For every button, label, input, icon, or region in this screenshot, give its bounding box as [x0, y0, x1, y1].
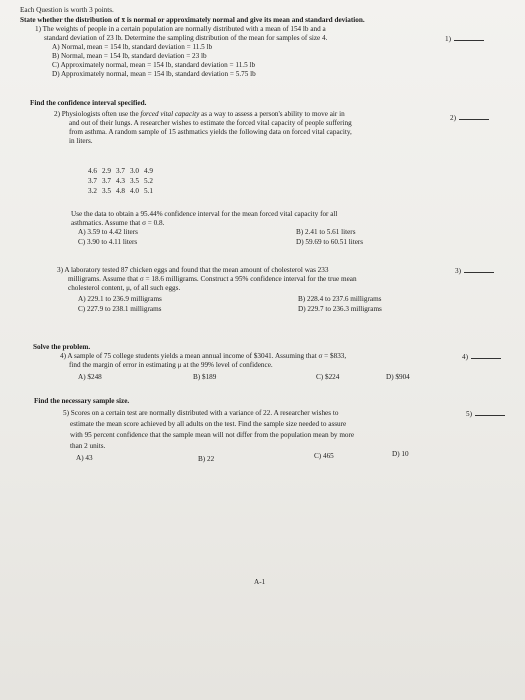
- answer-blank[interactable]: [459, 113, 489, 120]
- question-3-text-line-1: 3) A laboratory tested 87 chicken eggs and found that the mean amount of cholesterol was 233: [57, 266, 329, 274]
- choice-d: D) 59.69 to 60.51 liters: [296, 238, 364, 246]
- data-row-2: 3.7 3.7 4.3 3.5 5.2: [88, 177, 153, 185]
- question-4-answer-number: 4): [462, 352, 501, 362]
- question-1-text-line-2: standard deviation of 23 lb. Determine the sampling distribution of the mean for samples of size 4.: [44, 34, 328, 42]
- header-note: Each Question is worth 3 points.: [20, 6, 114, 14]
- question-2-instruction-line-2: asthmatics. Assume that σ = 0.8.: [71, 219, 165, 227]
- question-1-answer-number: 1): [445, 34, 484, 44]
- data-row-3: 3.2 3.5 4.8 4.0 5.1: [88, 187, 153, 195]
- question-2-text-line-3: from asthma. A random sample of 15 asthmatics yields the following data on forced vital capacity,: [69, 128, 352, 136]
- question-5-text-line-2: estimate the mean score achieved by all adults on the test. Find the sample size needed to assure: [70, 420, 347, 428]
- question-5-text-line-1: 5) Scores on a certain test are normally distributed with a variance of 22. A researcher wishes to: [63, 409, 339, 417]
- question-2-answer-number: 2): [450, 113, 489, 123]
- choice-b: B) $189: [193, 373, 217, 381]
- question-5-answer-number: 5): [466, 409, 505, 419]
- choice-b: B) 228.4 to 237.6 milligrams: [298, 295, 382, 303]
- choice-a: A) 229.1 to 236.9 milligrams: [78, 295, 162, 303]
- question-4-text-line-2: find the margin of error in estimating μ at the 99% level of confidence.: [69, 361, 273, 369]
- choice-c: C) Approximately normal, mean = 154 lb, standard deviation = 11.5 lb: [52, 61, 256, 69]
- question-5-text-line-4: than 2 units.: [70, 442, 106, 450]
- question-3-text-line-3: cholesterol content, μ, of all such eggs.: [68, 284, 181, 292]
- choice-b: B) Normal, mean = 154 lb, standard deviation = 23 lb: [52, 52, 207, 60]
- choice-c: C) 227.9 to 238.1 milligrams: [78, 305, 162, 313]
- question-2-text-line-4: in liters.: [69, 137, 93, 145]
- choice-d: D) Approximately normal, mean = 154 lb, standard deviation = 5.75 lb: [52, 70, 256, 78]
- question-2-instruction-line-1: Use the data to obtain a 95.44% confidence interval for the mean forced vital capacity for all: [71, 210, 338, 218]
- answer-blank[interactable]: [475, 409, 505, 416]
- choice-b: B) 2.41 to 5.61 liters: [296, 228, 356, 236]
- question-3-text-line-2: milligrams. Assume that σ = 18.6 milligrams. Construct a 95% confidence interval for the true mean: [68, 275, 357, 283]
- choice-c: C) 3.90 to 4.11 liters: [78, 238, 138, 246]
- data-row-1: 4.6 2.9 3.7 3.0 4.9: [88, 167, 153, 175]
- section-heading-confidence-interval: Find the confidence interval specified.: [30, 99, 147, 107]
- page-number: A-1: [254, 578, 266, 586]
- choice-a: A) 43: [76, 454, 93, 462]
- section-heading-solve: Solve the problem.: [33, 343, 91, 351]
- choice-c: C) $224: [316, 373, 340, 381]
- choice-d: D) 10: [392, 450, 409, 458]
- question-3-answer-number: 3): [455, 266, 494, 276]
- choice-d: D) $904: [386, 373, 410, 381]
- choice-b: B) 22: [198, 455, 215, 463]
- answer-blank[interactable]: [454, 34, 484, 41]
- choice-a: A) 3.59 to 4.42 liters: [78, 228, 138, 236]
- choice-d: D) 229.7 to 236.3 milligrams: [298, 305, 382, 313]
- question-2-text-line-1: 2) Physiologists often use the forced vital capacity as a way to assess a person's ability to move air in: [54, 110, 345, 118]
- question-4-text-line-1: 4) A sample of 75 college students yields a mean annual income of $3041. Assuming that σ = $833,: [60, 352, 347, 360]
- choice-a: A) Normal, mean = 154 lb, standard deviation = 11.5 lb: [52, 43, 213, 51]
- choice-c: C) 465: [314, 452, 334, 460]
- question-5-text-line-3: with 95 percent confidence that the sample mean will not differ from the population mean by more: [70, 431, 355, 439]
- question-2-text-line-2: and out of their lungs. A researcher wishes to estimate the forced vital capacity of people suffering: [69, 119, 352, 127]
- answer-blank[interactable]: [471, 352, 501, 359]
- answer-blank[interactable]: [464, 266, 494, 273]
- choice-a: A) $248: [78, 373, 102, 381]
- section-heading-normality: State whether the distribution of x̄ is normal or approximately normal and give its mean and standard deviation.: [20, 16, 365, 24]
- section-heading-sample-size: Find the necessary sample size.: [34, 397, 130, 405]
- question-1-text-line-1: 1) The weights of people in a certain population are normally distributed with a mean of 154 lb and a: [35, 25, 326, 33]
